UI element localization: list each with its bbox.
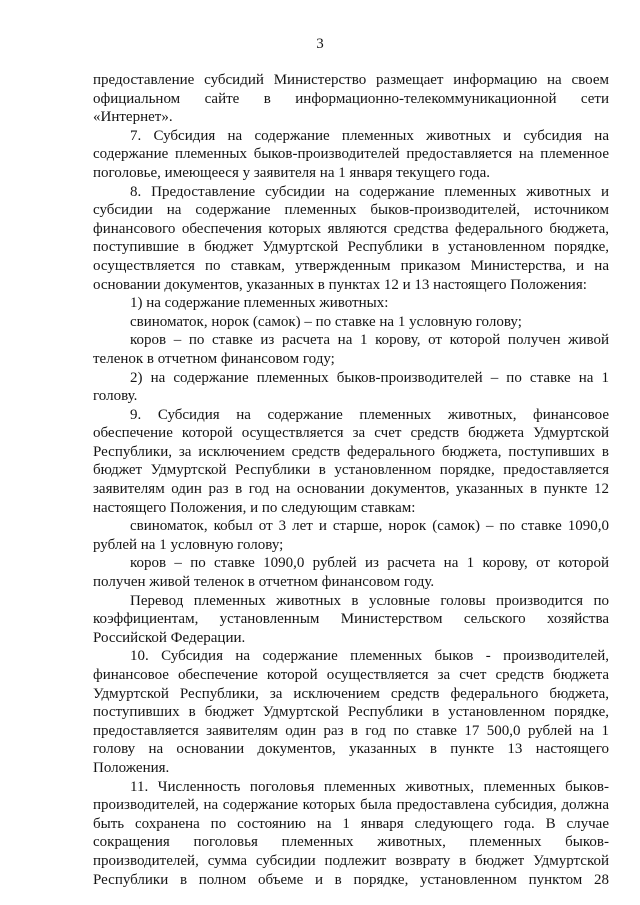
paragraph-clause-9: 9. Субсидия на содержание племенных животных, финансовое обеспечение которой осуществляется за счет средств бюджета Удмуртской Республики, за исключением средств федерального бюджета, поступивших в бюджет Удмуртской Республики в установленном порядке, предоставляется заявителям один раз в год на основании документов, указанных в пункте 12 настоящего Положения, и по следующим ставкам: bbox=[93, 406, 609, 516]
paragraph-continuation: предоставление субсидий Министерство размещает информацию на своем официальном сайте в информационно-телекоммуникационной сети «Интернет». bbox=[93, 72, 609, 126]
paragraph-conversion: Перевод племенных животных в условные головы производится по коэффициентам, установленным Министерством сельского хозяйства Российской Федерации. bbox=[93, 592, 609, 646]
paragraph-clause-11: 11. Численность поголовья племенных животных, племенных быков-производителей, на содержание которых была предоставлена субсидия, должна быть сохранена по состоянию на 1 января следующего года. В случае сокращения поголовья племенных животных, племенных быков-производителей, сумма субсидии подлежит возврату в бюджет Удмуртской Республики в полном объеме и в порядке, установленном пунктом 28 bbox=[93, 778, 609, 888]
paragraph-clause-8: 8. Предоставление субсидии на содержание племенных животных и субсидии на содержание племенных быков-производителей, источником финансового обеспечения которых являются средства федерального бюджета, поступившие в бюджет Удмуртской Республики в установленном порядке, осуществляется по ставкам, утвержденным приказом Министерства, и на основании документов, указанных в пунктах 12 и 13 настоящего Положения: bbox=[93, 183, 609, 293]
page-number: 3 bbox=[316, 36, 324, 52]
document-body bbox=[93, 71, 609, 889]
paragraph-clause-10: 10. Субсидия на содержание племенных быков - производителей, финансовое обеспечение которой осуществляется за счет средств бюджета Удмуртской Республики, за исключением средств федерального бюджета, поступивших в бюджет Удмуртской Республики в установленном порядке, предоставляется заявителям один раз в год по ставке 17 500,0 рублей на 1 голову на основании документов, указанных в пункте 13 настоящего Положения. bbox=[93, 648, 609, 776]
list-item-1: 1) на содержание племенных животных: bbox=[130, 295, 389, 312]
list-item-sows: свиноматок, норок (самок) – по ставке на 1 условную голову; bbox=[130, 313, 522, 330]
rate-item-sows: свиноматок, кобыл от 3 лет и старше, норок (самок) – по ставке 1090,0 рублей на 1 условную голову; bbox=[93, 518, 609, 553]
rate-item-cows: коров – по ставке 1090,0 рублей из расчета на 1 корову, от которой получен живой теленок в отчетном финансовом году. bbox=[93, 555, 609, 591]
list-item-2: 2) на содержание племенных быков-производителей – по ставке на 1 голову. bbox=[93, 369, 609, 405]
paragraph-clause-7: 7. Субсидия на содержание племенных животных и субсидия на содержание племенных быков-производителей предоставляется на племенное поголовье, имеющееся у заявителя на 1 января текущего года. bbox=[93, 127, 609, 181]
list-item-cows: коров – по ставке из расчета на 1 корову, от которой получен живой теленок в отчетном финансовом году; bbox=[93, 332, 609, 367]
